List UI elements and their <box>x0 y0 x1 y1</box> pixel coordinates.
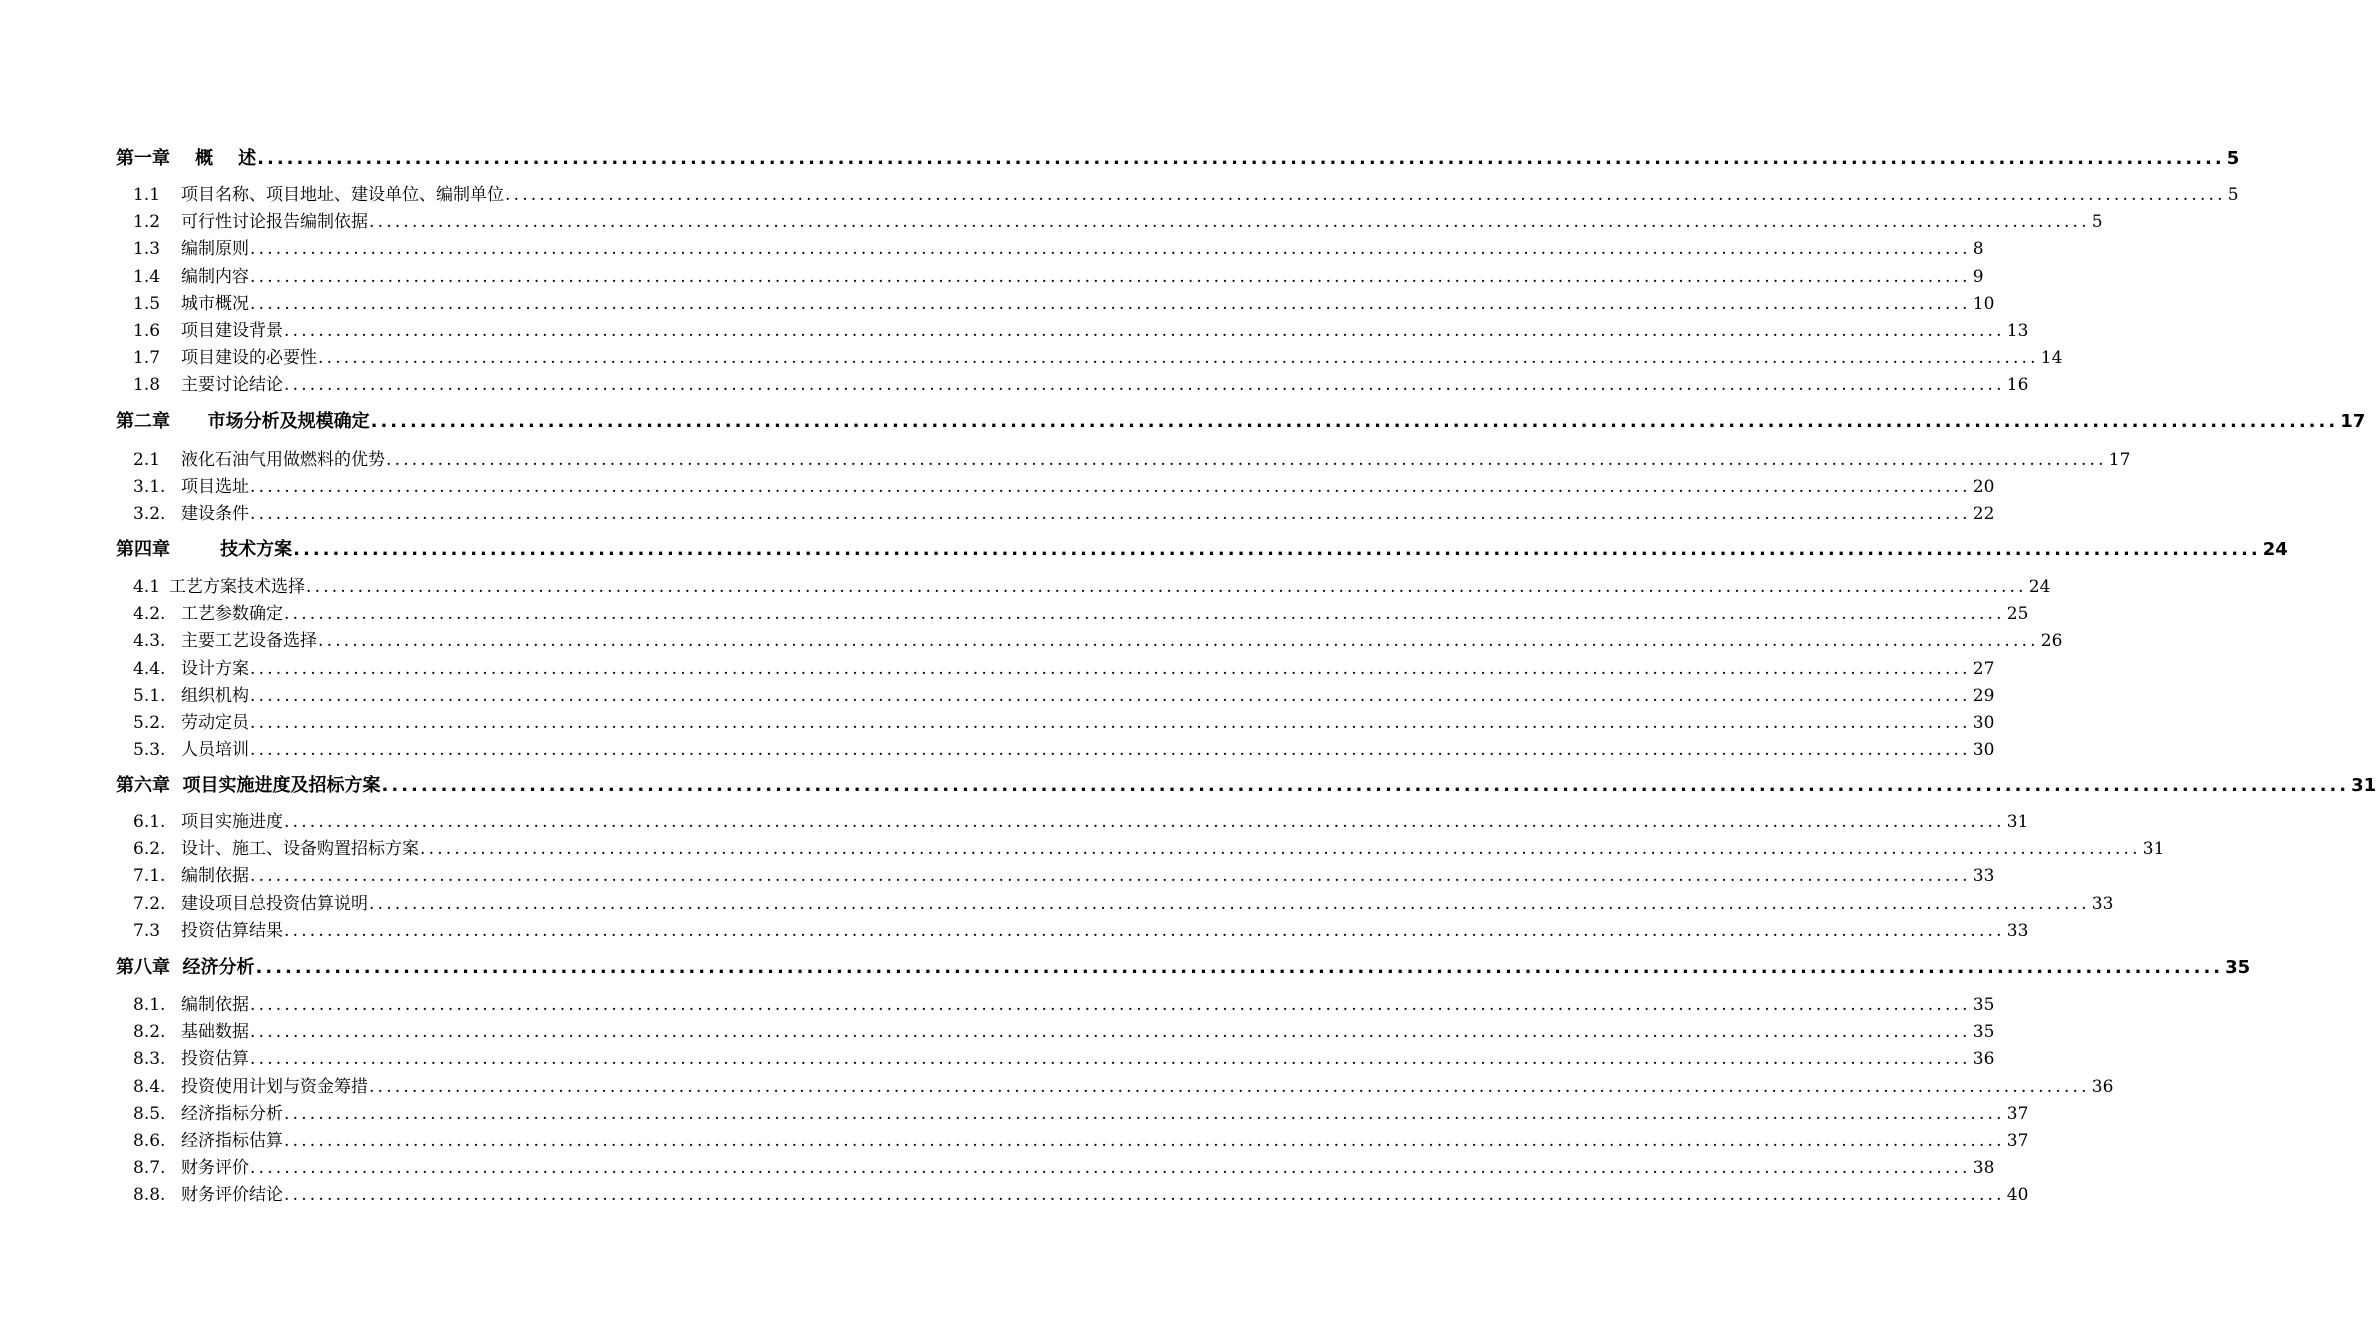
dot-leader: ........................................................................................................................................................................................................ <box>370 411 2339 432</box>
toc-section-entry[interactable] <box>133 807 2029 832</box>
section-number: 3.2. <box>133 504 166 525</box>
section-name: 财务评价 <box>181 1158 249 1179</box>
dot-leader: ........................................................................................................................................................................................................ <box>284 1103 2005 1124</box>
section-title <box>133 681 249 706</box>
section-number: 8.1. <box>133 995 166 1015</box>
page-number: 5 <box>2091 212 2103 233</box>
page-number: 24 <box>2262 539 2288 560</box>
chapter-number: 第二章 <box>116 411 170 432</box>
dot-leader: ........................................................................................................................................................................................................ <box>255 957 2224 978</box>
section-number: 7.1. <box>133 866 166 887</box>
page-number: 13 <box>2006 321 2029 341</box>
dot-leader: ........................................................................................................................................................................................................ <box>284 1131 2005 1151</box>
page-number: 36 <box>1972 1049 1995 1070</box>
section-title <box>133 861 249 886</box>
dot-leader: ........................................................................................................................................................................................................ <box>250 995 1971 1015</box>
dot-leader: ........................................................................................................................................................................................................ <box>284 321 2005 341</box>
section-name: 城市概况 <box>181 293 249 314</box>
section-title <box>133 316 283 341</box>
chapter-title <box>116 535 292 561</box>
toc-section-entry[interactable] <box>133 1044 1995 1070</box>
section-name: 组织机构 <box>181 685 249 706</box>
section-number: 4.1 <box>133 577 161 597</box>
dot-leader: ........................................................................................................................................................................................................ <box>250 866 1971 887</box>
chapter-number: 第四章 <box>116 539 170 560</box>
page-number: 5 <box>2226 148 2240 169</box>
dot-leader: ........................................................................................................................................................................................................ <box>250 713 1971 733</box>
toc-section-entry[interactable] <box>133 207 2103 233</box>
section-number: 8.3. <box>133 1049 166 1070</box>
toc-section-entry[interactable] <box>133 735 1995 761</box>
page-number: 24 <box>2028 577 2051 597</box>
page-number: 33 <box>1972 866 1995 887</box>
chapter-title <box>116 953 255 979</box>
dot-leader: ........................................................................................................................................................................................................ <box>250 477 1971 498</box>
toc-section-entry[interactable] <box>133 262 1984 287</box>
section-title <box>133 289 249 314</box>
dot-leader: ........................................................................................................................................................................................................ <box>250 293 1971 314</box>
section-name: 投资使用计划与资金筹措 <box>181 1076 368 1097</box>
page-number: 37 <box>2006 1103 2029 1124</box>
dot-leader: ........................................................................................................................................................................................................ <box>250 658 1971 679</box>
dot-leader: ........................................................................................................................................................................................................ <box>250 1049 1971 1070</box>
section-title <box>133 654 249 679</box>
page-number: 26 <box>2040 631 2063 652</box>
section-title <box>133 572 305 597</box>
section-name: 编制依据 <box>181 995 249 1015</box>
dot-leader: ........................................................................................................................................................................................................ <box>250 266 1971 287</box>
page-number: 35 <box>2225 957 2251 978</box>
page-number: 8 <box>1972 239 1984 260</box>
section-name: 劳动定员 <box>181 713 249 733</box>
chapter-name: 技术方案 <box>220 539 293 560</box>
toc-section-entry[interactable] <box>133 445 2131 470</box>
section-number: 1.4 <box>133 266 161 287</box>
toc-section-entry[interactable] <box>133 499 1995 525</box>
dot-leader: ........................................................................................................................................................................................................ <box>369 893 2090 914</box>
toc-section-entry[interactable] <box>133 708 1995 733</box>
section-number: 1.2 <box>133 212 161 233</box>
section-name: 液化石油气用做燃料的优势 <box>181 450 385 470</box>
chapter-number: 第六章 <box>116 775 170 796</box>
toc-section-entry[interactable] <box>133 180 2239 205</box>
dot-leader: ........................................................................................................................................................................................................ <box>293 539 2261 560</box>
dot-leader: ........................................................................................................................................................................................................ <box>318 348 2039 369</box>
dot-leader: ........................................................................................................................................................................................................ <box>420 839 2141 860</box>
section-name: 人员培训 <box>181 740 249 761</box>
section-title <box>133 207 368 232</box>
section-number: 1.7 <box>133 348 161 369</box>
section-number: 1.5 <box>133 293 161 314</box>
section-name: 基础数据 <box>181 1022 249 1043</box>
section-number: 1.8 <box>133 375 161 396</box>
toc-section-entry[interactable] <box>133 626 2063 652</box>
dot-leader: ........................................................................................................................................................................................................ <box>284 920 2005 941</box>
toc-section-entry[interactable] <box>133 654 1995 679</box>
section-title <box>133 262 249 287</box>
dot-leader: ........................................................................................................................................................................................................ <box>381 775 2350 796</box>
section-name: 项目实施进度 <box>181 812 283 832</box>
toc-section-entry[interactable] <box>133 316 2029 341</box>
section-number: 2.1 <box>133 450 161 470</box>
section-number: 4.4. <box>133 658 166 679</box>
dot-leader: ........................................................................................................................................................................................................ <box>306 577 2027 597</box>
page-number: 33 <box>2091 893 2114 914</box>
section-number: 5.3. <box>133 740 166 761</box>
dot-leader: ........................................................................................................................................................................................................ <box>284 375 2005 396</box>
section-title <box>133 834 419 859</box>
section-number: 1.3 <box>133 239 161 260</box>
dot-leader: ........................................................................................................................................................................................................ <box>386 450 2107 470</box>
section-name: 设计、施工、设备购置招标方案 <box>181 839 419 860</box>
section-title <box>133 1153 249 1178</box>
chapter-number: 第一章 <box>116 148 170 169</box>
section-title <box>133 889 368 914</box>
section-name: 经济指标估算 <box>181 1131 283 1151</box>
section-name: 项目选址 <box>181 477 249 498</box>
page-number: 35 <box>1972 995 1995 1015</box>
section-title <box>133 1017 249 1042</box>
toc-chapter-entry[interactable] <box>116 144 2240 170</box>
dot-leader: ........................................................................................................................................................................................................ <box>505 185 2226 205</box>
section-title <box>133 708 249 733</box>
section-title <box>133 499 249 524</box>
page-number: 5 <box>2227 185 2239 205</box>
section-number: 6.2. <box>133 839 166 860</box>
page-number: 25 <box>2006 604 2029 625</box>
dot-leader: ........................................................................................................................................................................................................ <box>250 504 1971 525</box>
section-title <box>133 1044 249 1069</box>
page-number: 38 <box>1972 1158 1995 1179</box>
toc-section-entry[interactable] <box>133 289 1995 314</box>
section-number: 7.2. <box>133 893 166 914</box>
toc-section-entry[interactable] <box>133 370 2029 396</box>
dot-leader: ........................................................................................................................................................................................................ <box>250 1022 1971 1043</box>
dot-leader: ........................................................................................................................................................................................................ <box>369 212 2090 233</box>
section-number: 8.6. <box>133 1131 166 1151</box>
page-number: 17 <box>2340 411 2366 432</box>
page-number: 31 <box>2142 839 2165 860</box>
section-number: 4.2. <box>133 604 166 625</box>
toc-section-entry[interactable] <box>133 916 2029 941</box>
section-name: 建设条件 <box>181 504 249 525</box>
dot-leader: ........................................................................................................................................................................................................ <box>250 685 1971 706</box>
page-number: 22 <box>1972 504 1995 525</box>
section-number: 8.7. <box>133 1158 166 1179</box>
page-number: 20 <box>1972 477 1995 498</box>
section-name: 投资估算结果 <box>181 920 283 941</box>
section-name: 可行性讨论报告编制依据 <box>181 212 368 233</box>
page-number: 10 <box>1972 293 1995 314</box>
page-number: 14 <box>2040 348 2063 369</box>
section-name: 编制依据 <box>181 866 249 887</box>
section-title <box>133 626 317 651</box>
section-name: 项目建设背景 <box>181 321 283 341</box>
dot-leader: ........................................................................................................................................................................................................ <box>284 604 2005 625</box>
chapter-number: 第八章 <box>116 957 170 978</box>
toc-chapter-entry[interactable] <box>116 535 2288 561</box>
section-title <box>133 735 249 760</box>
section-name: 主要工艺设备选择 <box>181 631 317 652</box>
section-name: 项目名称、项目地址、建设单位、编制单位 <box>181 185 504 205</box>
toc-section-entry[interactable] <box>133 343 2063 369</box>
section-name: 编制原则 <box>181 239 249 260</box>
dot-leader: ........................................................................................................................................................................................................ <box>284 1185 2005 1206</box>
section-title <box>133 990 249 1015</box>
section-title <box>133 472 249 497</box>
section-title <box>133 343 317 368</box>
toc-section-entry[interactable] <box>133 889 2114 914</box>
section-title <box>133 599 283 624</box>
section-title <box>133 1072 368 1097</box>
toc-chapter-entry[interactable] <box>116 407 2366 433</box>
chapter-title <box>116 144 256 170</box>
section-title <box>133 1126 283 1151</box>
page-number: 33 <box>2006 920 2029 941</box>
section-number: 5.2. <box>133 713 166 733</box>
page-number: 40 <box>2006 1185 2029 1206</box>
section-name: 工艺方案技术选择 <box>169 577 305 597</box>
toc-section-entry[interactable] <box>133 1126 2029 1151</box>
toc-section-entry[interactable] <box>133 472 1995 498</box>
dot-leader: ........................................................................................................................................................................................................ <box>284 812 2005 832</box>
section-name: 财务评价结论 <box>181 1185 283 1206</box>
section-name: 工艺参数确定 <box>181 604 283 625</box>
toc-chapter-entry[interactable] <box>116 953 2251 979</box>
page-number: 35 <box>1972 1022 1995 1043</box>
chapter-title <box>116 771 381 797</box>
section-number: 8.5. <box>133 1103 166 1124</box>
section-number: 5.1. <box>133 685 166 706</box>
chapter-name: 项目实施进度及招标方案 <box>182 775 381 796</box>
section-title <box>133 370 283 395</box>
page-number: 31 <box>2351 775 2376 796</box>
section-title <box>133 445 385 470</box>
section-name: 投资估算 <box>181 1049 249 1070</box>
page-number: 9 <box>1972 266 1984 287</box>
toc-section-entry[interactable] <box>133 861 1995 887</box>
section-title <box>133 916 283 941</box>
section-name: 主要讨论结论 <box>181 375 283 396</box>
toc-section-entry[interactable] <box>133 990 1995 1015</box>
section-number: 3.1. <box>133 477 166 498</box>
section-title <box>133 180 504 205</box>
page-number: 17 <box>2108 450 2131 470</box>
section-title <box>133 1099 283 1124</box>
chapter-name: 经济分析 <box>182 957 255 978</box>
toc-section-entry[interactable] <box>133 234 1984 260</box>
chapter-name: 市场分析及规模确定 <box>207 411 370 432</box>
toc-section-entry[interactable] <box>133 834 2165 860</box>
page-number: 29 <box>1972 685 1995 706</box>
page-number: 30 <box>1972 740 1995 761</box>
section-number: 6.1. <box>133 812 166 832</box>
section-number: 1.1 <box>133 185 161 205</box>
toc-section-entry[interactable] <box>133 1072 2114 1097</box>
page-number: 37 <box>2006 1131 2029 1151</box>
section-number: 7.3 <box>133 920 161 941</box>
page-number: 16 <box>2006 375 2029 396</box>
dot-leader: ........................................................................................................................................................................................................ <box>250 740 1971 761</box>
page-number: 31 <box>2006 812 2029 832</box>
toc-chapter-entry[interactable] <box>116 771 2376 797</box>
page-number: 36 <box>2091 1076 2114 1097</box>
section-title <box>133 1180 283 1205</box>
dot-leader: ........................................................................................................................................................................................................ <box>369 1076 2090 1097</box>
dot-leader: ........................................................................................................................................................................................................ <box>318 631 2039 652</box>
dot-leader: ........................................................................................................................................................................................................ <box>250 239 1971 260</box>
toc-section-entry[interactable] <box>133 681 1995 706</box>
chapter-title <box>116 407 370 433</box>
page-number: 30 <box>1972 713 1995 733</box>
section-number: 1.6 <box>133 321 161 341</box>
section-number: 8.8. <box>133 1185 166 1206</box>
section-number: 8.4. <box>133 1076 166 1097</box>
toc-section-entry[interactable] <box>133 572 2051 597</box>
toc-section-entry[interactable] <box>133 599 2029 625</box>
section-name: 项目建设的必要性 <box>181 348 317 369</box>
section-title <box>133 807 283 832</box>
section-name: 设计方案 <box>181 658 249 679</box>
section-name: 经济指标分析 <box>181 1103 283 1124</box>
section-title <box>133 234 249 259</box>
toc-section-entry[interactable] <box>133 1180 2029 1206</box>
section-number: 4.3. <box>133 631 166 652</box>
section-name: 建设项目总投资估算说明 <box>181 893 368 914</box>
page-number: 27 <box>1972 658 1995 679</box>
toc-section-entry[interactable] <box>133 1153 1995 1179</box>
dot-leader: ........................................................................................................................................................................................................ <box>250 1158 1971 1179</box>
toc-section-entry[interactable] <box>133 1017 1995 1043</box>
toc-section-entry[interactable] <box>133 1099 2029 1124</box>
section-number: 8.2. <box>133 1022 166 1043</box>
chapter-name: 概 述 <box>195 148 257 169</box>
section-name: 编制内容 <box>181 266 249 287</box>
dot-leader: ........................................................................................................................................................................................................ <box>257 148 2225 169</box>
